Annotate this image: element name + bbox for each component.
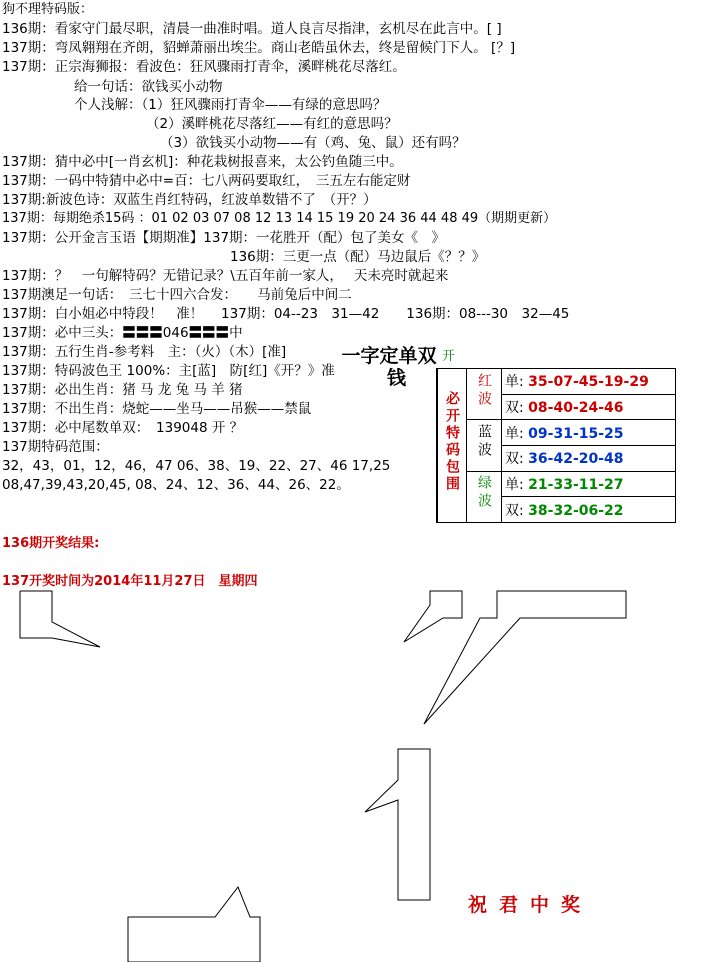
- digit-one-outline: [365, 749, 430, 900]
- house-outline: [128, 887, 260, 962]
- text-line: 137期：五行生肖-参考料 主：（火）（木）[准]: [2, 344, 287, 360]
- text-line: 137期澳足一句话： 三七十四六合发： 马前兔后中间二: [2, 287, 352, 303]
- one-char-line1: 一字定单双: [341, 345, 437, 367]
- text-line: 137期：？ 一句解特码？无错记录？\五百年前一家人， 天未亮时就起来: [2, 268, 449, 284]
- three-head-value: 046: [162, 325, 189, 341]
- wave-name-red: 红波: [467, 369, 502, 420]
- wave-cell: 双: 36-42-20-48: [502, 445, 676, 471]
- three-head-suffix: 中: [229, 325, 243, 341]
- wave-cell: 双: 38-32-06-22: [502, 497, 676, 523]
- text-line: 137期：一码中特猜中必中=百：七八两码要取红， 三五左右能定财: [2, 173, 411, 189]
- text-line: 137期：必出生肖：猪 马 龙 兔 马 羊 猪: [2, 382, 243, 398]
- callout-outline-small: [404, 591, 462, 642]
- text-line: 137期：必中尾数单双： 139048 开 ？: [2, 420, 244, 436]
- text-line: （2）溪畔桃花尽落红——有红的意思吗？: [146, 116, 398, 132]
- text-line: 137期:新波色诗：双蓝生肖红特码，红波单数错不了 （开？）: [2, 192, 377, 208]
- text-line: （3）欲钱买小动物——有（鸡、兔、鼠）还有吗？: [160, 135, 466, 151]
- text-line: 136期：看家守门最尽职，清晨一曲准时唱。道人良言尽指津，玄机尽在此言中。[ ]: [2, 21, 502, 37]
- text-line: 136期：三更一点（配）马边鼠后《？？》: [230, 249, 486, 265]
- text-line: 32，43，01，12，46，47 06、38、19、22、27、46 17,25: [2, 458, 391, 474]
- text-line: 137期特码范围：: [2, 439, 109, 455]
- wish-slogan: 祝君中奖: [468, 894, 593, 916]
- three-head-label: 137期：必中三头：: [2, 325, 123, 341]
- wave-box-vertical-label: 必开特码包围: [437, 369, 467, 523]
- text-line: 137期：弯凤翱翔在齐朗，貂蝉萧丽出埃尘。商山老皓虽休去，终是留候门下人。 [？]: [2, 40, 516, 56]
- kai-label: 开: [442, 349, 456, 364]
- text-line: 137期：每期绝杀15码 ：01 02 03 07 08 12 13 14 15 19 20 24 36 44 48 49（期期更新）: [2, 211, 557, 226]
- text-line: 个人浅解：（1）狂风骤雨打青伞——有绿的意思吗？: [74, 97, 387, 113]
- one-char-line2: 钱: [386, 367, 406, 389]
- text-line: 08,47,39,43,20,45, 08、24、12、36、44、26、22。: [2, 477, 350, 493]
- wave-cell: 双: 08-40-24-46: [502, 394, 676, 420]
- text-line: 137期：猜中必中[一肖玄机]：种花栽树报喜来，太公钓鱼随三中。: [2, 154, 403, 170]
- wave-name-blue: 蓝波: [467, 420, 502, 471]
- page-title: 狗不理特码版：: [2, 2, 94, 17]
- wave-cell: 单: 09-31-15-25: [502, 420, 676, 446]
- next-draw-time: 137开奖时间为2014年11月27日 星期四: [2, 574, 258, 589]
- text-line: 137期：正宗海狮报：看波色：狂风骤雨打青伞，溪畔桃花尽落红。: [2, 59, 406, 75]
- text-line: 137期：白小姐必中特段！ 准！ 137期：04--23 31—42 136期：08---30 32—45: [2, 306, 570, 322]
- lightning-outline: [424, 591, 626, 724]
- three-head-blocks-right: 〓〓〓: [188, 325, 230, 341]
- wave-cell: 单: 21-33-11-27: [502, 471, 676, 497]
- wave-name-green: 绿波: [467, 471, 502, 522]
- wave-cell: 单: 35-07-45-19-29: [502, 369, 676, 395]
- text-line: 给一句话：欲钱买小动物: [74, 79, 223, 95]
- callout-outline-left: [20, 591, 100, 647]
- result-title: 136期开奖结果:: [2, 536, 100, 551]
- text-line: 137期：特码波色王 100%：主[蓝] 防[红]《开？》准: [2, 363, 335, 379]
- text-line: 137期：公开金言玉语【期期准】137期：一花胜开（配）包了美女《 》: [2, 230, 446, 246]
- three-head-blocks-left: 〓〓〓: [122, 325, 163, 341]
- text-line: 137期：不出生肖：烧蛇——坐马——吊猴——禁鼠: [2, 401, 312, 417]
